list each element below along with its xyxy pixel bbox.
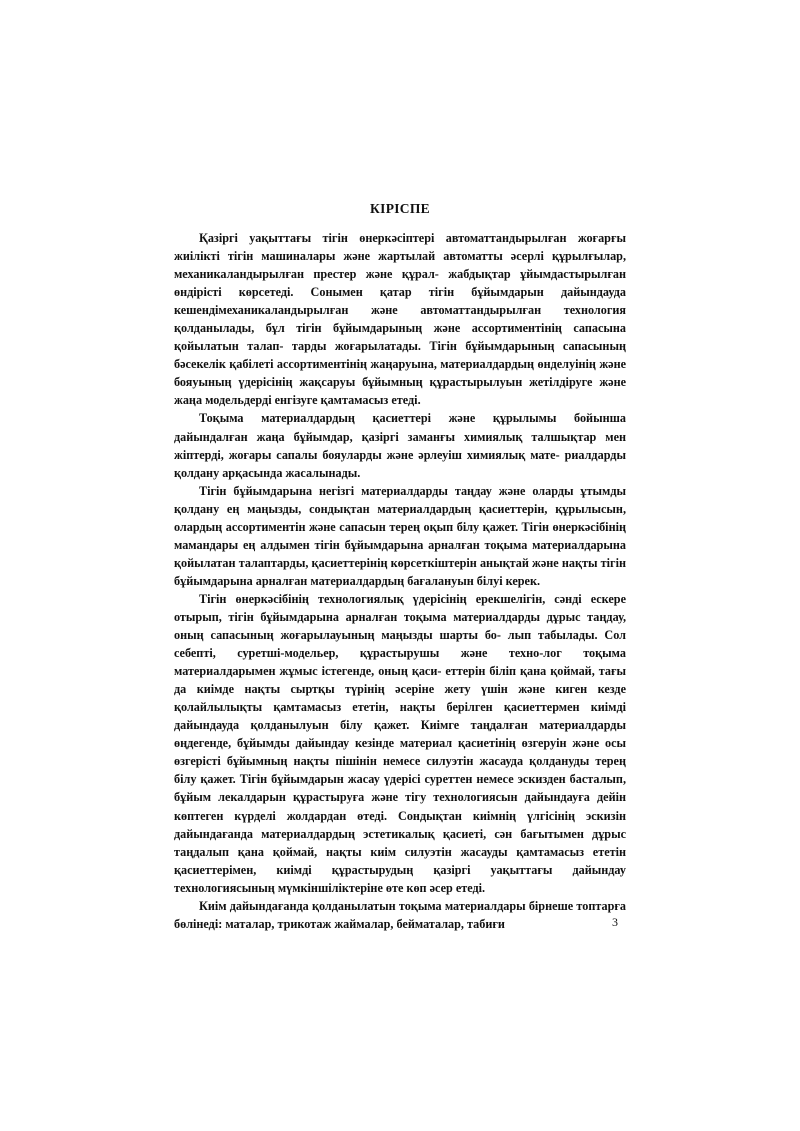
paragraph-3: Тігін бұйымдарына негізгі материалдарды таңдау және оларды ұтымды қолдану ең маңызды, сондықтан материалдардың қасиеттерін, құрылысын, олардың ассортиментін және сапасын терең оқып білу қажет. Тігін өнеркәсібінің мамандары ең алдымен тігін бұйымдарына арналған тоқыма материалдарына қойылатан талаптарды, қасиеттерінің көрсеткіштерін анықтай және нақты тігін бұйымдарына арналған материалдардың бағалануын білуі керек. bbox=[174, 483, 626, 588]
page-title: КІРІСПЕ bbox=[370, 201, 430, 216]
paragraph-1: Қазіргі уақыттағы тігін өнеркәсіптері автоматтандырылған жоғарғы жиілікті тігін машиналары және жартылай автоматты әсерлі құрылғылар, механикаландырылған престер және құрал- жабдықтар ұйымдастырылған өндірісті көрсетеді. Сонымен қатар тігін бұйымдарын дайындауда кешендімеханикаландырылған және автоматтандырылған технология қолданылады, бұл тігін бұйымдарының және ассортиментінің сапасына қойылатын талап- тарды жоғарылатады. Тігін бұйымдарының сапасының бәсекелік қабілеті ассортиментінің жаңаруына, материалдардың өнделуінің және бояуының үдерісінің жақсаруы бұйымның құрастырылуын жетілдіруге және жаңа модельдерді енгізуге қамтамасыз етеді. bbox=[174, 231, 626, 408]
paragraph-2: Тоқыма материалдардың қасиеттері және құрылымы бойынша дайындалған жаңа бұйымдар, қазіргі заманғы химиялық талшықтар мен жіптерді, жоғары сапалы бояуларды және әрлеуіш химиялық мате- риалдарды қолдану арқасында жасалынады. bbox=[174, 411, 626, 480]
paragraph-4: Тігін өнеркәсібінің технологиялық үдерісінің ерекшелігін, сәнді ескере отырып, тігін бұйымдарына арналған тоқыма материалдарды дұрыс таңдау, оның сапасының жоғарылауының маңызды шарты бо- лып табылады. Сол себепті, суретші-модельер, құрастырушы және техно-лог тоқыма материалдарымен жұмыс істегенде, оның қаси- еттерін біліп қана қоймай, тағы да киімде нақты сыртқы түрінің әсеріне жету үшін және киген кезде қолайлылықты қамтамасыз ететін, нақты берілген қасиеттермен киімді дайындауда қолданылуын білу қажет. Киімге таңдалған материалдарды өңдегенде, бұйымды дайындау кезінде материал қасиетінің өзгеруін және осы өзгерісті бұйымның нақты пішінін немесе силуэтін жасауда қолдануды терең білу қажет. Тігін бұйымдарын жасау үдерісі суреттен немесе эскизден басталып, бұйым лекалдарын құрастыруға және тігу технологиясын дайындауға дейін көптеген күрделі жолдардан өтеді. Сондықтан киімнің үлгісінің эскизін дайындағанда материалдардың эстетикалық қасиеті, сән бағытымен дұрыс таңдалып қана қоймай, нақты киім силуэтін жасауды қамтамасыз ететін қасиеттерімен, киімді құрастырудың қазіргі уақыттағы дайындау технологиясының мүмкіншіліктеріне өте көп әсер етеді. bbox=[174, 591, 626, 895]
paragraph-5: Киім дайындағанда қолданылатын тоқыма материалдары бірнеше топтарға бөлінеді: маталар, трикотаж жаймалар, бейматалар, табиғи bbox=[174, 898, 626, 931]
body-text bbox=[174, 229, 626, 933]
page-number: 3 bbox=[612, 915, 618, 929]
